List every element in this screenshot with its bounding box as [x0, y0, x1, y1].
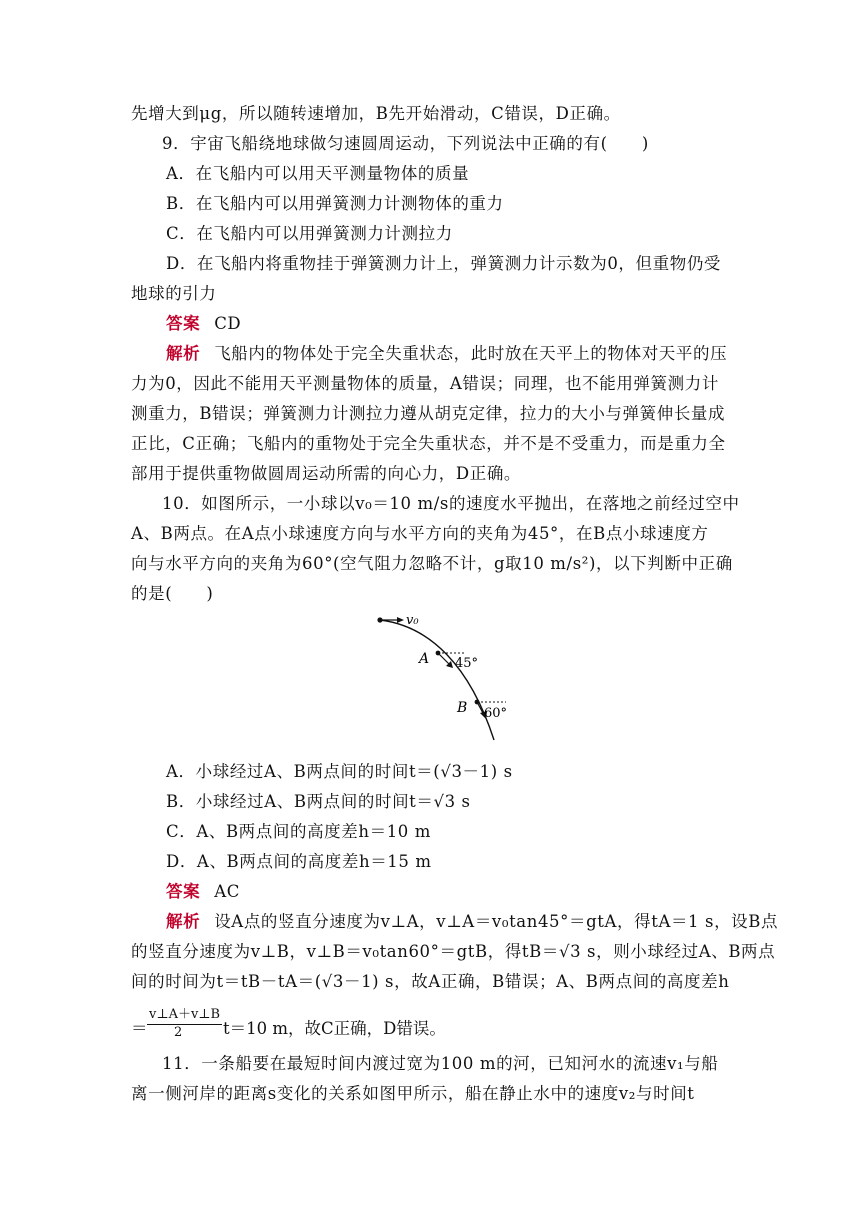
- text-line: 向与水平方向的夹角为60°(空气阻力忽略不计，g取10 m/s²)，以下判断中正确: [131, 554, 733, 573]
- question-9-stem: 9．宇宙飞船绕地球做匀速圆周运动，下列说法中正确的有( ): [162, 134, 649, 153]
- answer-line: 答案 AC: [166, 882, 240, 901]
- v0-arrowhead: [397, 617, 404, 623]
- option-c: C．在飞船内可以用弹簧测力计测拉力: [166, 224, 453, 243]
- label-a: A: [419, 651, 430, 667]
- text-line: A、B两点。在A点小球速度方向与水平方向的夹角为45°，在B点小球速度方: [131, 524, 709, 543]
- analysis-line: 解析 飞船内的物体处于完全失重状态，此时放在天平上的物体对天平的压: [166, 344, 728, 363]
- formula-numerator: v⊥A＋v⊥B: [147, 1003, 222, 1025]
- v0-label: v₀: [406, 613, 419, 628]
- formula-denominator: 2: [174, 1025, 183, 1040]
- question-10-stem: 10．如图所示，一小球以v₀＝10 m/s的速度水平抛出，在落地之前经过空中: [162, 494, 740, 513]
- analysis-line: 解析 设A点的竖直分速度为v⊥A，v⊥A＝v₀tan45°＝gtA，得tA＝1 s，设B点: [166, 912, 779, 931]
- label-b: B: [457, 700, 468, 716]
- text-line: 的竖直分速度为v⊥B，v⊥B＝v₀tan60°＝gtB，得tB＝√3 s，则小球经过A、B两点: [131, 942, 776, 961]
- text-line: 先增大到μg，所以随转速增加，B先开始滑动，C错误，D正确。: [131, 104, 621, 123]
- option-b: B．在飞船内可以用弹簧测力计测物体的重力: [166, 194, 504, 213]
- analysis-tag: 解析: [166, 344, 201, 363]
- formula-equals: ＝: [131, 1019, 148, 1038]
- projectile-figure: [360, 606, 530, 746]
- trajectory-curve: [380, 620, 494, 740]
- text-line: 的是( ): [131, 584, 214, 603]
- formula-rest: t＝10 m，故C正确，D错误。: [223, 1019, 446, 1038]
- angle-45-label: 45°: [455, 656, 479, 671]
- text-line: 力为0，因此不能用天平测量物体的质量，A错误；同理，也不能用弹簧测力计: [131, 374, 719, 393]
- text-line: 离一侧河岸的距离s变化的关系如图甲所示，船在静止水中的速度v₂与时间t: [131, 1084, 695, 1103]
- angle-60-label: 60°: [484, 706, 508, 721]
- text-line: 正比，C正确；飞船内的重物处于完全失重状态，并不是不受重力，而是重力全: [131, 434, 726, 453]
- question-11-stem: 11．一条船要在最短时间内渡过宽为100 m的河，已知河水的流速v₁与船: [162, 1054, 719, 1073]
- option-b: B．小球经过A、B两点间的时间t＝√3 s: [166, 792, 471, 811]
- text-line: 测重力，B错误；弹簧测力计测拉力遵从胡克定律，拉力的大小与弹簧伸长量成: [131, 404, 726, 423]
- option-a: A．在飞船内可以用天平测量物体的质量: [166, 164, 470, 183]
- fraction-formula: [131, 1003, 731, 1045]
- answer-tag: 答案: [166, 314, 201, 333]
- option-d-continued: 地球的引力: [131, 284, 217, 303]
- text-line: 间的时间为t＝tB－tA＝(√3－1) s，故A正确，B错误；A、B两点间的高度差h: [131, 972, 730, 991]
- option-d: D．A、B两点间的高度差h＝15 m: [166, 852, 432, 871]
- option-c: C．A、B两点间的高度差h＝10 m: [166, 822, 431, 841]
- answer-line: 答案 CD: [166, 314, 242, 333]
- answer-tag: 答案: [166, 882, 201, 901]
- a-velocity-arrow: [438, 653, 450, 665]
- option-a: A．小球经过A、B两点间的时间t＝(√3－1) s: [166, 762, 513, 781]
- text-line: 部用于提供重物做圆周运动所需的向心力，D正确。: [131, 464, 522, 483]
- analysis-tag: 解析: [166, 912, 201, 931]
- option-d: D．在飞船内将重物挂于弹簧测力计上，弹簧测力计示数为0，但重物仍受: [166, 254, 722, 273]
